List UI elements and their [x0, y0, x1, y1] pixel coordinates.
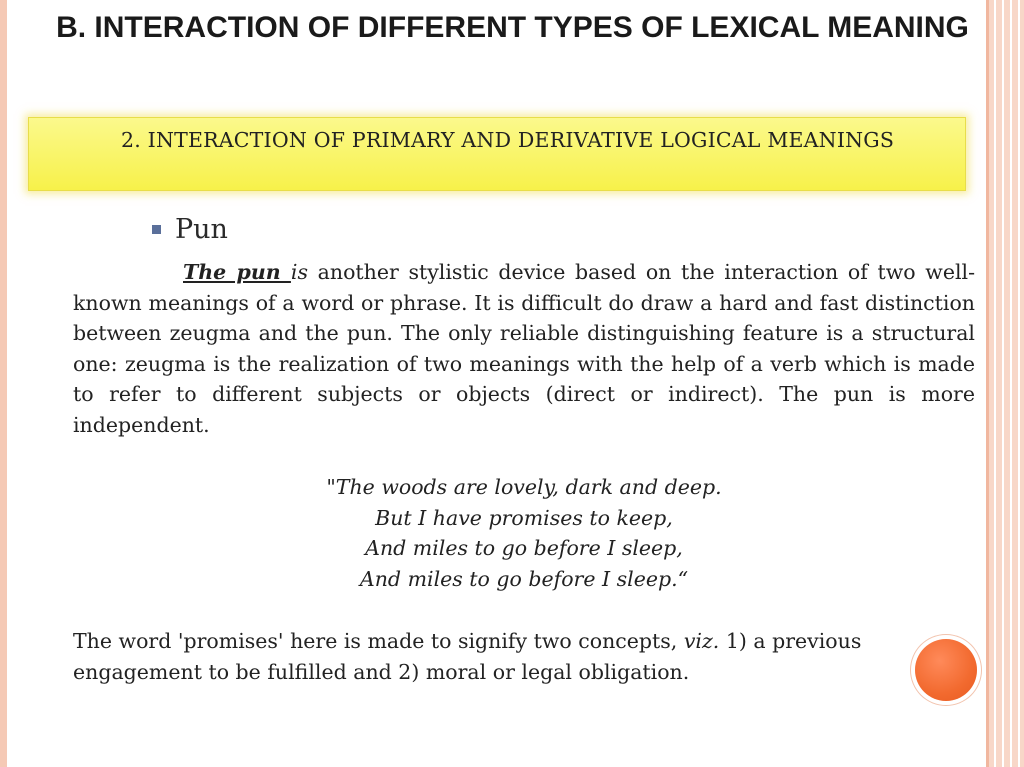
left-frame-border [0, 0, 7, 767]
square-bullet-icon [152, 225, 161, 234]
poem-line: But I have promises to keep, [375, 505, 673, 530]
poem-line: "The woods are lovely, dark and deep. [326, 475, 722, 499]
bullet-pun [152, 214, 228, 245]
right-frame-border [988, 0, 1024, 767]
poem-line: And miles to go before I sleep, [365, 536, 683, 560]
conclusion-text-before: The word 'promises' here is made to signify two concepts, [73, 629, 684, 653]
pun-definition-paragraph [73, 257, 975, 440]
orange-circle-decoration [915, 639, 977, 701]
is-word: is [290, 260, 308, 284]
poem-line: And miles to go before I sleep.“ [359, 566, 689, 591]
subtitle-text: 2. INTERACTION OF PRIMARY AND DERIVATIVE LOGICAL MEANINGS [121, 128, 895, 152]
pun-term: The pun [183, 260, 291, 284]
viz-word: viz. [683, 629, 720, 653]
bullet-label: Pun [175, 214, 228, 245]
poem-quote [73, 472, 975, 594]
conclusion-text-after: 1) a previous engagement to be fulfilled and 2) moral or legal obligation. [73, 629, 862, 684]
conclusion-paragraph [73, 626, 975, 687]
definition-text: another stylistic device based on the interaction of two well-known meanings of a word or phrase. It is difficult do draw a hard and fast distinction between zeugma and the pun. The only reliable distinguishing feature is a structural one: zeugma is the realization of two meanings with the help of a verb which is made to refer to different subjects or objects (direct or indirect). The pun is more independent. [73, 260, 975, 437]
slide-title: B. INTERACTION OF DIFFERENT TYPES OF LEXICAL MEANING [56, 11, 969, 44]
subtitle-box [28, 117, 966, 191]
